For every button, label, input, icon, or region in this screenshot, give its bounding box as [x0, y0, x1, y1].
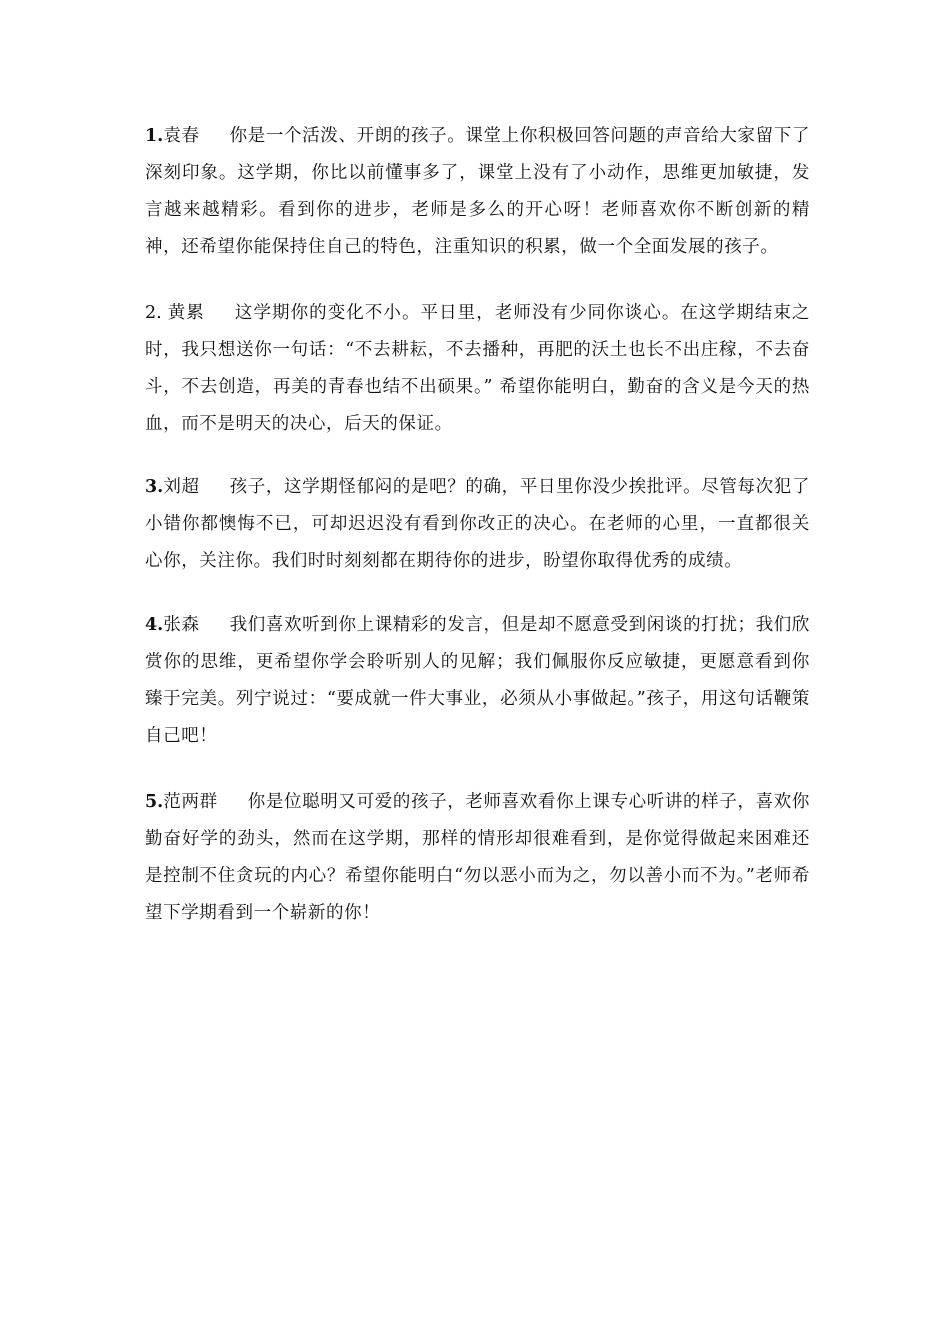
student-name: 袁春 — [163, 126, 200, 146]
comment-entry-1 — [145, 118, 810, 266]
entry-number: 2. — [145, 303, 168, 323]
entry-number: 1. — [145, 126, 164, 146]
comment-text: 你是位聪明又可爱的孩子，老师喜欢看你上课专心听讲的样子，喜欢你勤奋好学的劲头，然而在这学期，那样的情形却很难看到，是你觉得做起来困难还是控制不住贪玩的内心？希望你能明白“勿以恶小而为之，勿以善小而不为。”老师希望下学期看到一个崭新的你！ — [145, 792, 810, 923]
comment-text: 孩子，这学期怪郁闷的是吧？的确，平日里你没少挨批评。尽管每次犯了小错你都懊悔不已，可却迟迟没有看到你改正的决心。在老师的心里，一直都很关心你，关注你。我们时时刻刻都在期待你的进步，盼望你取得优秀的成绩。 — [145, 477, 811, 571]
comment-entry-5 — [145, 784, 810, 932]
comment-text: 你是一个活泼、开朗的孩子。课堂上你积极回答问题的声音给大家留下了深刻印象。这学期，你比以前懂事多了，课堂上没有了小动作，思维更加敏捷，发言越来越精彩。看到你的进步，老师是多么的开心呀！老师喜欢你不断创新的精神，还希望你能保持住自己的特色，注重知识的积累，做一个全面发展的孩子。 — [145, 126, 811, 257]
comment-entry-4 — [145, 607, 810, 755]
document-page — [145, 118, 810, 961]
comment-text: 这学期你的变化不小。平日里，老师没有少同你谈心。在这学期结束之时，我只想送你一句话：“不去耕耘，不去播种，再肥的沃土也长不出庄稼，不去奋斗，不去创造，再美的青春也结不出硕果。” 希望你能明白，勤奋的含义是今天的热血，而不是明天的决心，后天的保证。 — [145, 303, 810, 434]
student-name: 范两群 — [163, 792, 218, 812]
comment-entry-3 — [145, 469, 810, 580]
student-name: 张森 — [163, 615, 200, 635]
entry-number: 4. — [145, 615, 164, 635]
entry-number: 3. — [145, 477, 164, 497]
comment-entry-2 — [145, 295, 810, 443]
comment-text: 我们喜欢听到你上课精彩的发言，但是却不愿意受到闲谈的打扰；我们欣赏你的思维，更希望你学会聆听别人的见解；我们佩服你反应敏捷，更愿意看到你臻于完美。列宁说过：“要成就一件大事业，必须从小事做起。”孩子，用这句话鞭策自己吧！ — [145, 615, 811, 746]
entry-number: 5. — [145, 792, 164, 812]
student-name: 刘超 — [163, 477, 200, 497]
student-name: 黄累 — [167, 303, 205, 323]
